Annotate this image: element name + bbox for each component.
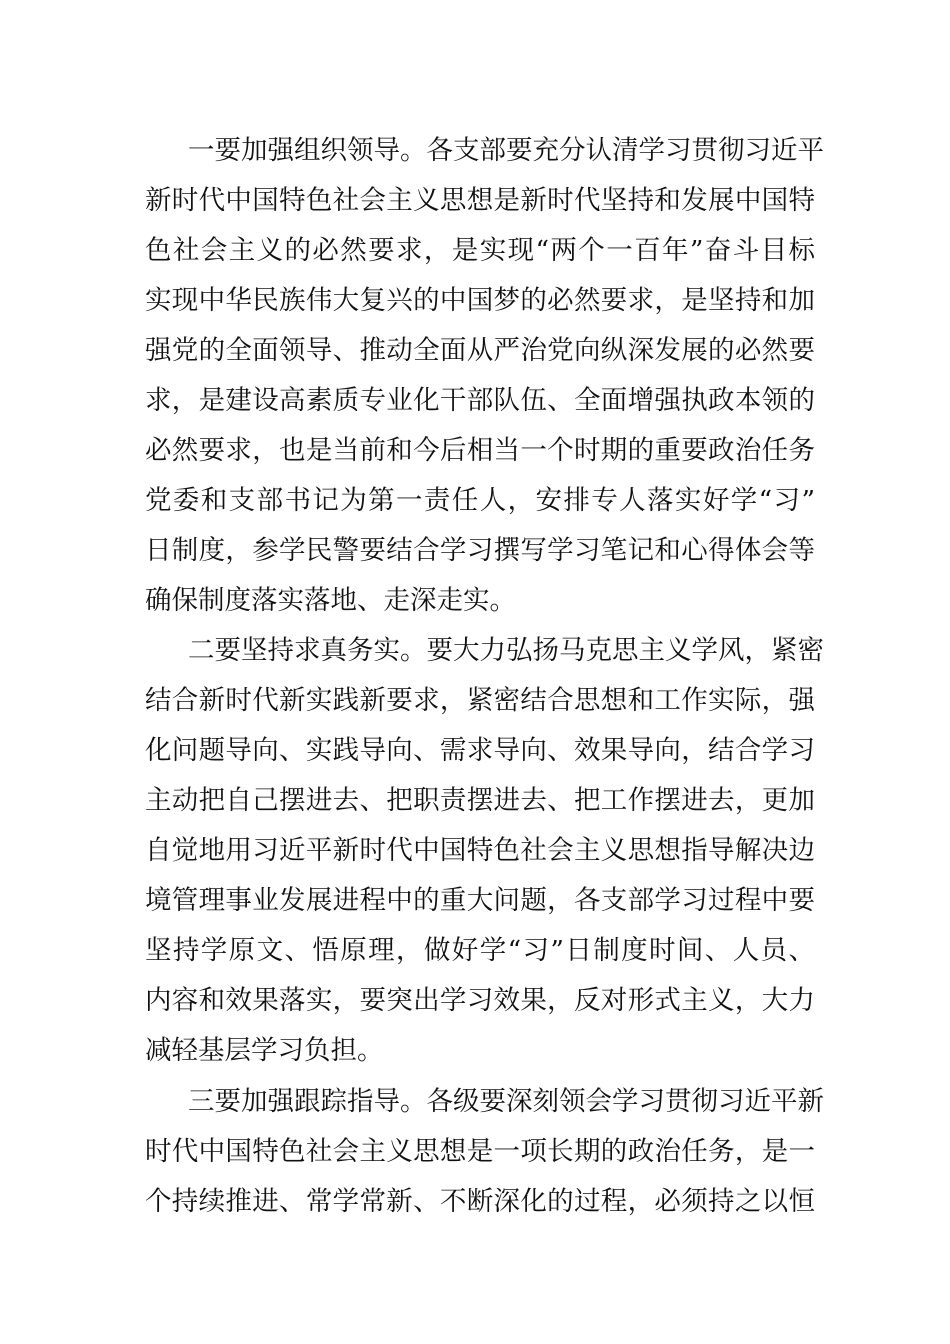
paragraph-1-line-4: 实现中华民族伟大复兴的中国梦的必然要求，是坚持和加 — [145, 285, 815, 316]
paragraph-1-line-6: 求，是建设高素质专业化干部队伍、全面增强执政本领的 — [145, 385, 815, 416]
paragraph-2-line-8: 内容和效果落实，要突出学习效果，反对形式主义，大力 — [145, 985, 815, 1016]
paragraph-1-line-3: 色社会主义的必然要求，是实现“两个一百年”奋斗目标 — [145, 235, 815, 266]
paragraph-2-line-6: 境管理事业发展进程中的重大问题，各支部学习过程中要 — [145, 885, 815, 916]
paragraph-2-line-9: 减轻基层学习负担。 — [145, 1035, 384, 1066]
paragraph-1-line-5: 强党的全面领导、推动全面从严治党向纵深发展的必然要 — [145, 335, 815, 366]
paragraph-2-line-4: 主动把自己摆进去、把职责摆进去、把工作摆进去，更加 — [145, 785, 815, 816]
paragraph-3-line-1: 三要加强跟踪指导。各级要深刻领会学习贯彻习近平新 — [188, 1086, 824, 1117]
paragraph-2-line-3: 化问题导向、实践导向、需求导向、效果导向，结合学习 — [145, 735, 815, 766]
paragraph-2-line-7: 坚持学原文、悟原理，做好学“习”日制度时间、人员、 — [145, 935, 815, 966]
paragraph-1-line-10: 确保制度落实落地、走深走实。 — [145, 585, 516, 616]
paragraph-1-line-9: 日制度，参学民警要结合学习撰写学习笔记和心得体会等 — [145, 535, 815, 566]
paragraph-2-line-1: 二要坚持求真务实。要大力弘扬马克思主义学风，紧密 — [188, 635, 824, 666]
paragraph-1-line-1: 一要加强组织领导。各支部要充分认清学习贯彻习近平 — [188, 135, 824, 166]
paragraph-3-line-2: 时代中国特色社会主义思想是一项长期的政治任务，是一 — [145, 1136, 815, 1167]
paragraph-1-line-2: 新时代中国特色社会主义思想是新时代坚持和发展中国特 — [145, 185, 815, 216]
paragraph-2-line-5: 自觉地用习近平新时代中国特色社会主义思想指导解决边 — [145, 835, 815, 866]
paragraph-1-line-8: 党委和支部书记为第一责任人，安排专人落实好学“习” — [145, 485, 815, 516]
paragraph-2-line-2: 结合新时代新实践新要求，紧密结合思想和工作实际，强 — [145, 685, 815, 716]
paragraph-3-line-3: 个持续推进、常学常新、不断深化的过程，必须持之以恒 — [145, 1186, 815, 1217]
paragraph-1-line-7: 必然要求，也是当前和今后相当一个时期的重要政治任务 — [145, 435, 815, 466]
